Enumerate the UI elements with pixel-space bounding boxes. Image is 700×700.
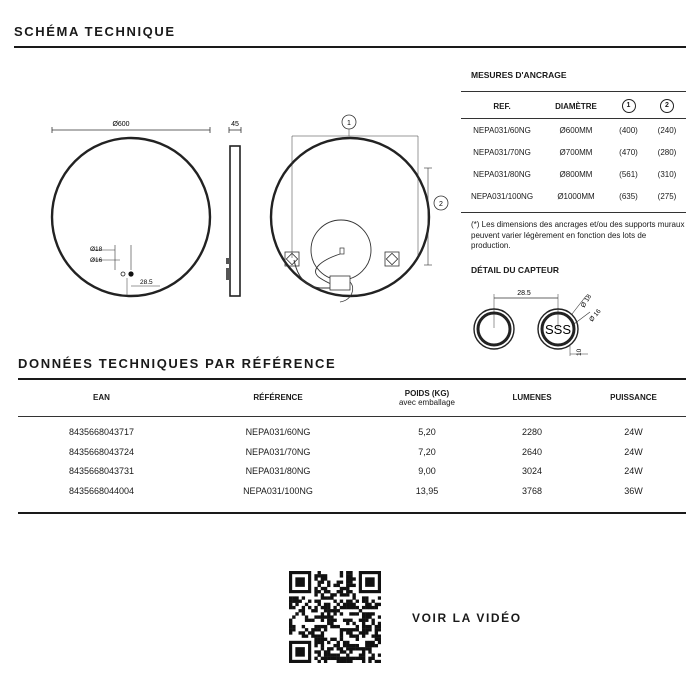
tech-row: 8435668043724 NEPA031/70NG 7,20 2640 24W	[68, 446, 643, 457]
header-rule	[14, 46, 686, 48]
anchor-right	[385, 252, 399, 266]
technical-drawing	[40, 110, 460, 310]
sensor-dim-16: Ø 16	[588, 307, 603, 324]
anchorage-row: NEPA031/80NG Ø800MM (561) (310)	[473, 169, 677, 179]
sensor-dim-285: 28.5	[517, 290, 531, 297]
col-puissance: PUISSANCE	[610, 393, 657, 403]
sensor-dot	[128, 271, 133, 276]
anchorage-row: NEPA031/60NG Ø600MM (400) (240)	[473, 125, 677, 135]
tech-bottom-rule	[18, 512, 686, 514]
anchorage-title: MESURES D'ANCRAGE	[471, 70, 567, 80]
anchorage-row: NEPA031/70NG Ø700MM (470) (280)	[473, 147, 677, 157]
col-callout-1: 1	[622, 99, 636, 113]
dim-285-label: 28.5	[140, 279, 153, 286]
sensor-dim-18: Ø 18	[579, 293, 594, 310]
sensor-title: DÉTAIL DU CAPTEUR	[471, 265, 559, 275]
dim-18-label: Ø18	[90, 246, 103, 253]
qr-code[interactable]	[289, 571, 381, 663]
tech-title: DONNÉES TECHNIQUES PAR RÉFÉRENCE	[18, 356, 337, 371]
tech-row: 8435668043731 NEPA031/80NG 9,00 3024 24W	[68, 466, 643, 477]
callout-1-label: 1	[347, 120, 351, 127]
col-diam: DIAMÈTRE	[555, 101, 597, 111]
col-ref: REF.	[493, 101, 511, 111]
page-title: SCHÉMA TECHNIQUE	[14, 24, 176, 39]
sensor-dim-10: 10	[576, 348, 583, 356]
dim-45-label: 45	[231, 121, 239, 128]
col-reference: RÉFÉRENCE	[253, 393, 303, 403]
dim-16-label: Ø16	[90, 257, 103, 264]
video-link[interactable]: VOIR LA VIDÉO	[412, 611, 522, 625]
dim-600-label: Ø600	[112, 121, 130, 128]
anchorage-note: (*) Les dimensions des ancrages et/ou des supports muraux peuvent varier légèrement en fonction des lots de production.	[471, 220, 685, 250]
tech-table	[18, 380, 686, 501]
sensor-detail	[462, 284, 612, 364]
mirror-side-profile	[230, 146, 240, 296]
tech-row: 8435668044004 NEPA031/100NG 13,95 3768 36W	[68, 485, 643, 496]
callout-2-label: 2	[439, 201, 443, 208]
power-box	[330, 276, 350, 290]
col-ean: EAN	[93, 393, 110, 403]
sensor-sss-label: SSS	[544, 322, 572, 337]
col-lumenes: LUMENES	[512, 393, 552, 403]
anchorage-row: NEPA031/100NG Ø1000MM (635) (275)	[470, 191, 677, 201]
mirror-back-circle	[271, 138, 429, 296]
col-callout-2: 2	[660, 99, 674, 113]
tech-row: 8435668043717 NEPA031/60NG 5,20 2280 24W	[68, 427, 643, 438]
anchorage-table	[461, 94, 686, 207]
sensor-ring	[121, 272, 125, 276]
driver-circle	[311, 220, 371, 280]
col-poids: POIDS (KG) avec emballage	[398, 388, 456, 407]
